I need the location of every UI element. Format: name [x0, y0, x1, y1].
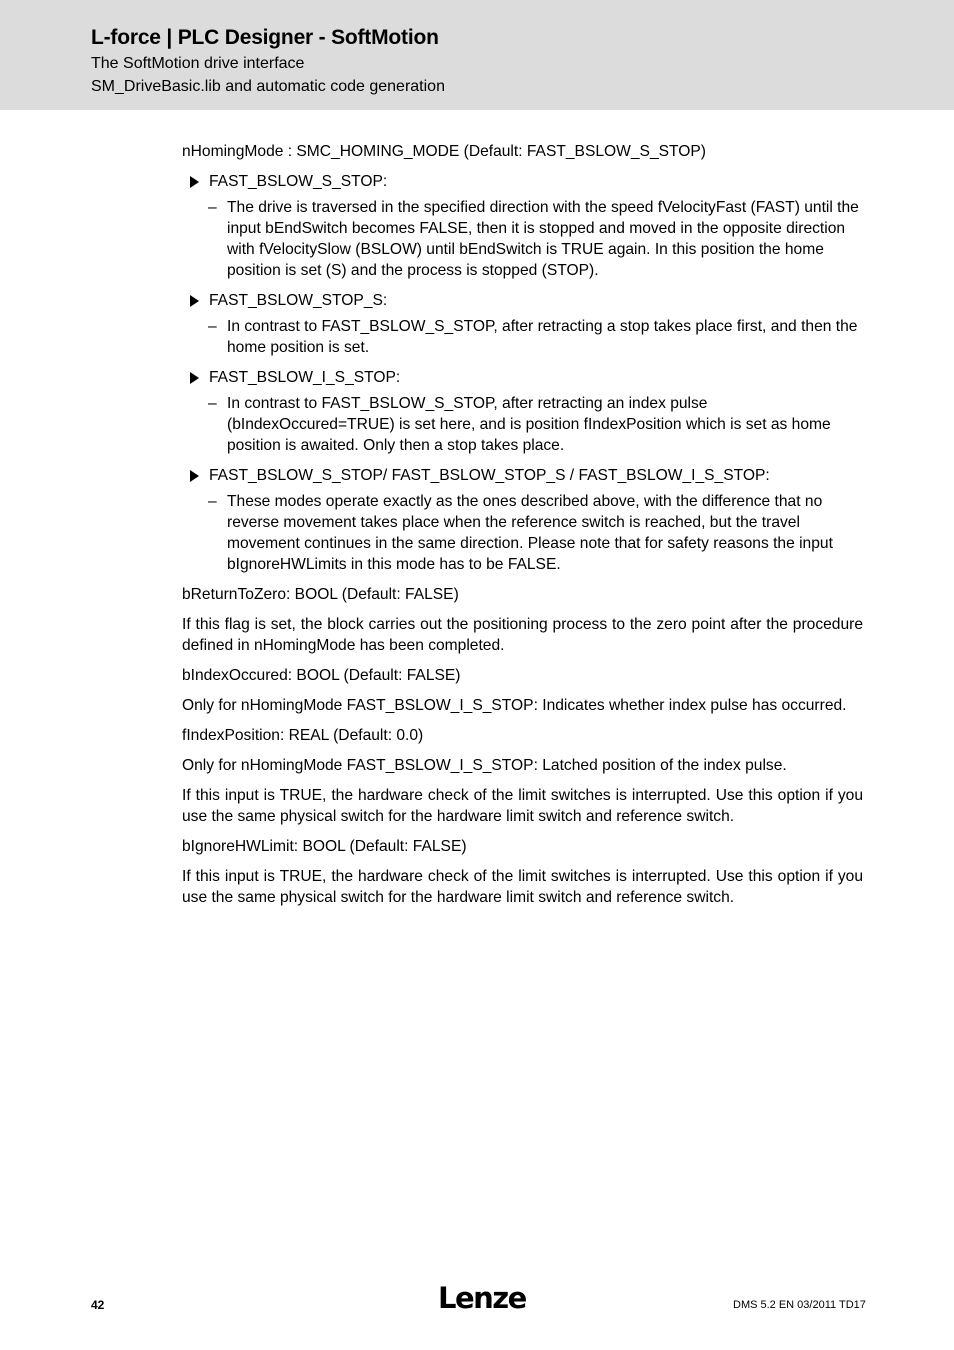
page-number: 42: [91, 1298, 105, 1312]
nhoming-heading: nHomingMode : SMC_HOMING_MODE (Default: FAST_BSLOW_S_STOP): [182, 143, 706, 160]
bignore-heading: bIgnoreHWLimit: BOOL (Default: FALSE): [182, 838, 467, 855]
document-id: DMS 5.2 EN 03/2011 TD17: [733, 1299, 866, 1311]
bullet-triangle-icon: [190, 372, 199, 384]
dash-icon: –: [208, 199, 217, 216]
bullet-triangle-icon: [190, 176, 199, 188]
section-title: SM_DriveBasic.lib and automatic code generation: [91, 78, 445, 95]
mode-item: [182, 171, 863, 192]
bindex-text: Only for nHomingMode FAST_BSLOW_I_S_STOP: Indicates whether index pulse has occurred.: [182, 697, 847, 714]
mode-label: FAST_BSLOW_I_S_STOP:: [209, 369, 401, 386]
bullet-triangle-icon: [190, 470, 199, 482]
dash-icon: –: [208, 395, 217, 412]
chapter-title: The SoftMotion drive interface: [91, 55, 305, 72]
bindex-heading: bIndexOccured: BOOL (Default: FALSE): [182, 667, 461, 684]
mode-item: [182, 465, 863, 486]
main-content: [182, 141, 863, 917]
mode-list: [182, 171, 863, 575]
mode-desc-text: These modes operate exactly as the ones described above, with the difference that no reverse movement takes place when the reference switch is reached, but the travel movement continues in the same direction. Please note that for safety reasons the input bIgnoreHWLimits in this mode has to be FALSE.: [227, 493, 833, 573]
dash-icon: –: [208, 493, 217, 510]
mode-item: [182, 367, 863, 388]
mode-desc-text: The drive is traversed in the specified direction with the speed fVelocityFast (FAST) until the input bEndSwitch becomes FALSE, then it is stopped and moved in the opposite direction with fVelocitySlow (BSLOW) until bEndSwitch is TRUE again. In this position the home position is set (S) and the process is stopped (STOP).: [227, 199, 859, 279]
bullet-triangle-icon: [190, 295, 199, 307]
mode-description: [182, 316, 863, 358]
findex-text: Only for nHomingMode FAST_BSLOW_I_S_STOP: Latched position of the index pulse.: [182, 757, 787, 774]
document-title: L-force | PLC Designer - SoftMotion: [91, 26, 439, 49]
mode-label: FAST_BSLOW_STOP_S:: [209, 292, 388, 309]
breturn-heading: bReturnToZero: BOOL (Default: FALSE): [182, 586, 459, 603]
bignore-text: If this input is TRUE, the hardware check of the limit switches is interrupted. Use this option if you use the same physical switch for the hardware limit switch and reference switch.: [182, 868, 863, 906]
mode-description: [182, 197, 863, 281]
findex-heading: fIndexPosition: REAL (Default: 0.0): [182, 727, 424, 744]
mode-description: [182, 393, 863, 456]
lenze-logo: Lenze: [438, 1281, 526, 1315]
mode-item: [182, 290, 863, 311]
dash-icon: –: [208, 318, 217, 335]
findex-text-2: If this input is TRUE, the hardware check of the limit switches is interrupted. Use this option if you use the same physical switch for the hardware limit switch and reference switch.: [182, 787, 863, 825]
mode-label: FAST_BSLOW_S_STOP:: [209, 173, 388, 190]
mode-desc-text: In contrast to FAST_BSLOW_S_STOP, after retracting an index pulse (bIndexOccured=TRUE) is set here, and is position fIndexPosition which is set as home position is awaited. Only then a stop takes place.: [227, 395, 831, 454]
mode-label: FAST_BSLOW_S_STOP/ FAST_BSLOW_STOP_S / FAST_BSLOW_I_S_STOP:: [209, 467, 770, 484]
page-header: [0, 0, 954, 110]
breturn-text: If this flag is set, the block carries out the positioning process to the zero point after the procedure defined in nHomingMode has been completed.: [182, 616, 863, 654]
mode-desc-text: In contrast to FAST_BSLOW_S_STOP, after retracting a stop takes place first, and then the home position is set.: [227, 318, 858, 356]
mode-description: [182, 491, 863, 575]
